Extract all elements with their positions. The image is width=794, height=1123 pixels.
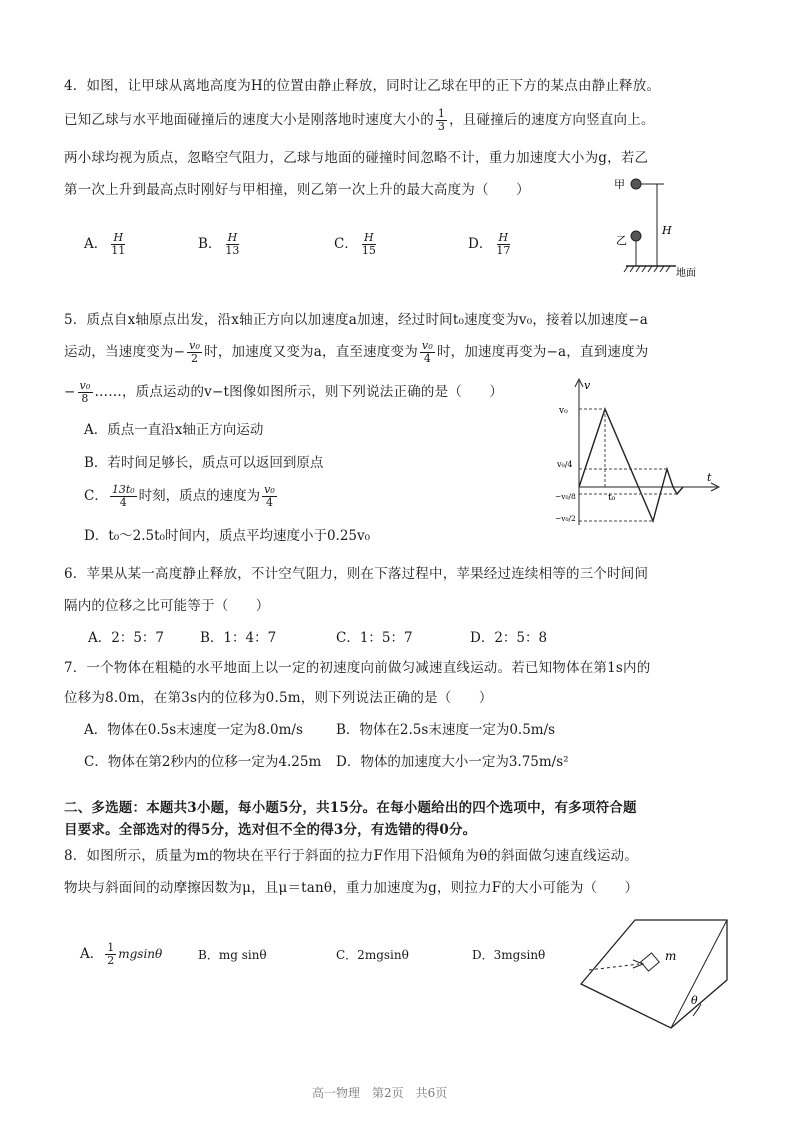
- q4-line-2: [64, 108, 655, 133]
- q6-option-d[interactable]: D．2：5：8: [470, 630, 548, 646]
- q4-line-1: 4．如图，让甲球从离地高度为H的位置由静止释放，同时让乙球在甲的正下方的某点由静止释放。: [64, 78, 661, 94]
- q5-option-a[interactable]: A．质点一直沿x轴正方向运动: [84, 422, 264, 438]
- incline-edge: [671, 980, 727, 1028]
- q5-line-1: 5．质点自x轴原点出发，沿x轴正方向以加速度a加速，经过时间t₀速度变为v₀，接着以加速度−a: [64, 312, 648, 328]
- q7-option-a[interactable]: A．物体在0.5s末速度一定为8.0m/s: [84, 722, 303, 738]
- block-icon: [641, 953, 659, 971]
- q5-option-b[interactable]: B．若时间足够长，质点可以返回到原点: [84, 455, 324, 471]
- q6-option-b[interactable]: B．1：4：7: [200, 630, 277, 646]
- q4-fig-yi-label: 乙: [616, 234, 627, 247]
- q8-option-b[interactable]: B．mg sinθ: [198, 948, 267, 962]
- q8-option-a[interactable]: A． $\frac{1}{2}$ mgsinθ: [80, 941, 163, 968]
- q4-figure: [612, 172, 712, 282]
- q6-option-a[interactable]: A．2：5：7: [88, 630, 165, 646]
- q8-line-2: 物块与斜面间的动摩擦因数为μ，且μ＝tanθ，重力加速度为g，则拉力F的大小可能为（ ）: [64, 880, 639, 896]
- q7-line-2: 位移为8.0m，在第3s内的位移为0.5m，则下列说法正确的是（ ）: [64, 690, 493, 706]
- q8-incline-figure: [575, 912, 735, 1032]
- q8-option-c[interactable]: C．2mgsinθ: [336, 948, 409, 962]
- neg-v0-8-tick-label: −v₀/8: [555, 492, 576, 501]
- page-footer: 高一物理 第2页 共6页: [312, 1086, 448, 1100]
- q4-line-2b: ，且碰撞后的速度方向竖直向上。: [449, 112, 655, 129]
- q4-line-3: 两小球均视为质点，忽略空气阻力，乙球与地面的碰撞时间忽略不计，重力加速度大小为g，若乙: [64, 150, 649, 166]
- section2-heading-1: 二、多选题：本题共3小题，每小题5分，共15分。在每小题给出的四个选项中，有多项符合题: [64, 800, 637, 816]
- q7-option-d[interactable]: D．物体的加速度大小一定为3.75m/s²: [336, 754, 569, 770]
- q4-fig-ground-label: 地面: [676, 268, 696, 279]
- ball-jia-icon: [631, 179, 641, 189]
- q4-line-4: 第一次上升到最高点时刚好与甲相撞，则乙第一次上升的最大高度为（ ）: [64, 182, 530, 198]
- q4-option-d[interactable]: D． $\frac{H}{17}$: [468, 231, 511, 258]
- incline-outline: [581, 920, 727, 1028]
- ground-hatch-icon: [624, 266, 670, 272]
- q7-line-1: 7．一个物体在粗糙的水平地面上以一定的初速度向前做匀减速直线运动。若已知物体在第1s内的: [64, 660, 651, 676]
- q4-line-2a: 已知乙球与水平地面碰撞后的速度大小是刚落地时速度大小的: [64, 112, 434, 129]
- q5-option-c[interactable]: C． $\frac{\text{13t₀}}{4}$ 时刻，质点的速度为 $\frac{\text{v₀}}{4}$: [84, 483, 275, 510]
- ball-yi-icon: [631, 231, 641, 241]
- q4-option-a[interactable]: A． $\frac{H}{11}$: [84, 231, 126, 258]
- q4-fraction: $\frac{1}{3}$: [437, 107, 446, 134]
- neg-v0-2-tick-label: −v₀/2: [555, 514, 576, 523]
- q5-line-3: − $\frac{\text{v₀}}{8}$ ……，质点运动的v−t图像如图所示，则下列说法正确的是（ ）: [64, 379, 504, 406]
- q8-line-1: 8．如图所示，质量为m的物块在平行于斜面的拉力F作用下沿倾角为θ的斜面做匀速直线运动。: [64, 848, 638, 864]
- q7-option-c[interactable]: C．物体在第2秒内的位移一定为4.25m: [84, 754, 322, 770]
- t0-tick-label: t₀: [608, 493, 616, 503]
- q5-option-d[interactable]: D．t₀～2.5t₀时间内，质点平均速度小于0.25v₀: [84, 528, 371, 544]
- q8-option-d[interactable]: D．3mgsinθ: [472, 948, 546, 962]
- incline-slope-edge: [671, 920, 727, 1028]
- theta-label: θ: [691, 994, 698, 1007]
- q4-fig-h-label: H: [662, 224, 672, 237]
- q4-fig-jia-label: 甲: [614, 178, 625, 191]
- q6-option-c[interactable]: C．1：5：7: [336, 630, 413, 646]
- q4-option-b[interactable]: B． $\frac{H}{13}$: [198, 231, 240, 258]
- mass-label: m: [665, 949, 677, 963]
- section2-heading-2: 目要求。全部选对的得5分，选对但不全的得3分，有选错的得0分。: [64, 822, 477, 838]
- q7-option-b[interactable]: B．物体在2.5s末速度一定为0.5m/s: [336, 722, 556, 738]
- q6-line-2: 隔内的位移之比可能等于（ ）: [64, 598, 270, 614]
- q5-vt-graph: [555, 375, 725, 535]
- v0-tick-label: v₀: [559, 406, 568, 416]
- v0-4-tick-label: v₀/4: [557, 460, 573, 469]
- q5-line-2: 运动，当速度变为− $\frac{\text{v₀}}{2}$ 时，加速度又变为a，直至速度变为 $\frac{\text{v₀}}{4}$ 时，加速度再变为−a，直到速度为: [64, 339, 649, 366]
- v-axis-label: v: [584, 379, 591, 392]
- q4-option-c[interactable]: C． $\frac{H}{15}$: [334, 231, 376, 258]
- q6-line-1: 6．苹果从某一高度静止释放，不计空气阻力，则在下落过程中，苹果经过连续相等的三个时间间: [64, 566, 649, 582]
- vt-curve: [579, 409, 683, 521]
- t-axis-label: t: [707, 471, 712, 484]
